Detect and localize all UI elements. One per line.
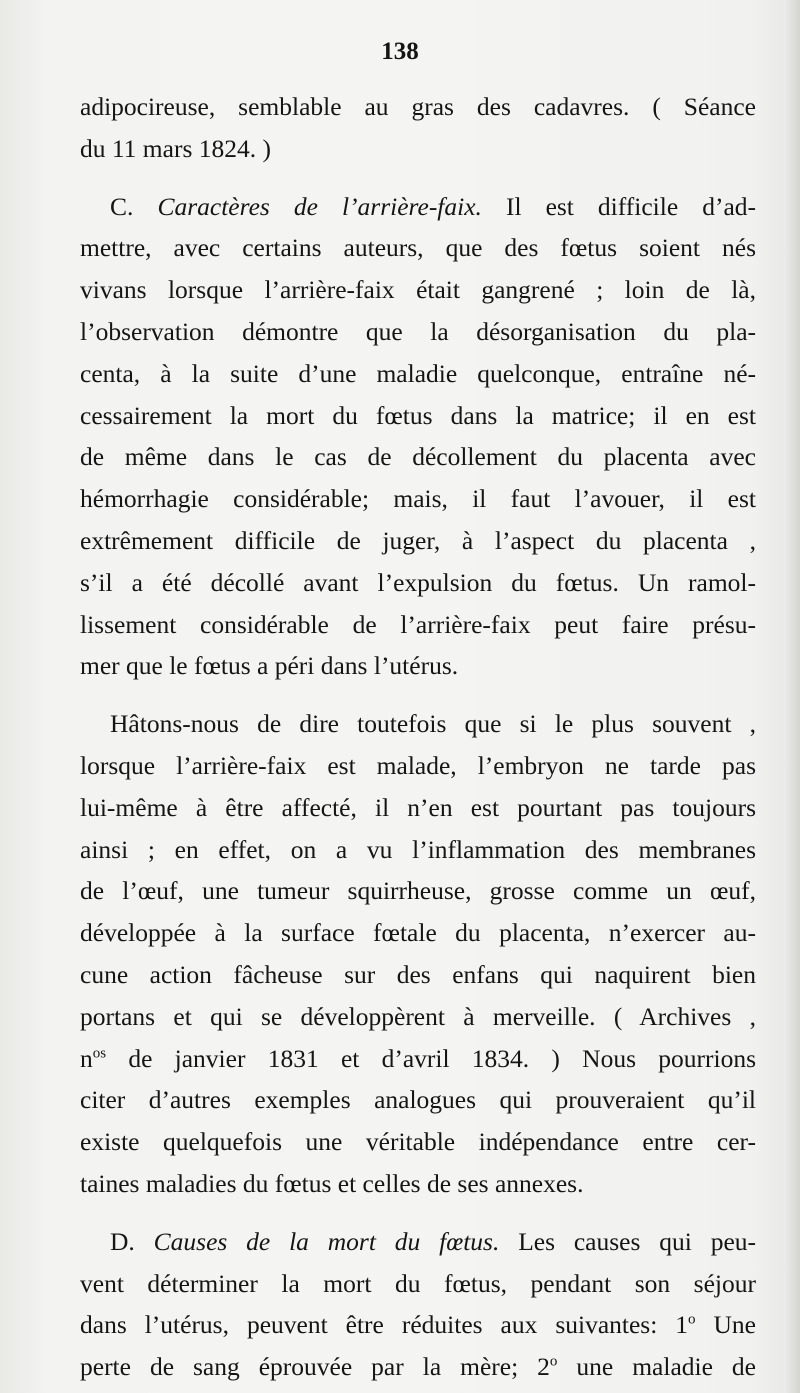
- paragraph-hatons: [80, 703, 756, 1205]
- text-line: adipocireuse, semblable au gras des cadavres. ( Séance: [80, 92, 756, 121]
- text-fragment: une maladie de: [557, 1352, 756, 1382]
- ordinal-sup: o: [688, 1311, 696, 1328]
- page-body: [80, 86, 756, 1388]
- text-line: de même dans le cas de décollement du placenta avec: [80, 442, 756, 472]
- page-number: 138: [381, 38, 419, 65]
- text-line: lorsque l’arrière-faix est malade, l’embryon ne tarde pas: [80, 750, 756, 780]
- text-line: citer d’autres exemples analogues qui prouveraient qu’il: [80, 1085, 756, 1115]
- abbrev-sup: os: [92, 1045, 107, 1062]
- text-line: portans et qui se développèrent à merveille. ( Archives ,: [80, 1001, 756, 1031]
- text-line: Il est difficile d’ad-: [481, 191, 757, 221]
- text-line: cune action fâcheuse sur des enfans qui naquirent bien: [80, 959, 756, 989]
- text-line-enum-a: [80, 1304, 756, 1346]
- text-line: s’il a été décollé avant l’expulsion du fœtus. Un ramol-: [80, 567, 756, 597]
- text-line: cessairement la mort du fœtus dans la matrice; il en est: [80, 400, 756, 430]
- section-d-label: D.: [110, 1226, 135, 1256]
- text-line: extrêmement difficile de juger, à l’aspect du placenta ,: [80, 525, 756, 555]
- abbrev-n: n: [80, 1043, 93, 1073]
- text-line: lissement considérable de l’arrière-faix peut faire présu-: [80, 609, 756, 639]
- text-line: existe quelquefois une véritable indépendance entre cer-: [80, 1127, 756, 1157]
- section-d-heading: Causes de la mort du fœtus.: [153, 1226, 500, 1256]
- text-line: lui-même à être affecté, il n’en est pourtant pas toujours: [80, 792, 756, 822]
- text-line: centa, à la suite d’une maladie quelconque, entraîne né-: [80, 358, 756, 388]
- text-line: Hâtons-nous de dire toutefois que si le plus souvent ,: [110, 709, 756, 739]
- text-line: mettre, avec certains auteurs, que des fœtus soient nés: [80, 233, 756, 263]
- text-line: du 11 mars 1824. ): [80, 133, 271, 163]
- text-line: taines maladies du fœtus et celles de ses annexes.: [80, 1168, 584, 1198]
- text-line: de l’œuf, une tumeur squirrheuse, grosse comme un œuf,: [80, 876, 756, 906]
- section-c-first-line: [80, 186, 756, 228]
- ordinal-sup: o: [549, 1353, 558, 1370]
- text-line: mer que le fœtus a péri dans l’utérus.: [80, 651, 459, 681]
- text-fragment: Les causes qui peu-: [499, 1226, 757, 1256]
- text-line: ainsi ; en effet, on a vu l’inflammation des membranes: [80, 834, 756, 864]
- text-fragment: perte de sang éprouvée par la mère; 2: [80, 1352, 550, 1382]
- page-edge-shadow: [786, 0, 800, 1393]
- text-line: hémorrhagie considérable; mais, il faut l’avouer, il est: [80, 484, 756, 514]
- text-fragment: de janvier 1831 et d’avril 1834. ) Nous pourrions: [106, 1043, 756, 1073]
- section-d-paragraph: [80, 1221, 756, 1388]
- text-line: l’observation démontre que la désorganisation du pla-: [80, 316, 756, 346]
- text-fragment: Une: [695, 1310, 756, 1340]
- section-c-paragraph: [80, 186, 756, 688]
- paragraph-continuation: [80, 86, 756, 170]
- text-line: développée à la surface fœtale du placenta, n’exercer au-: [80, 918, 756, 948]
- text-fragment: dans l’utérus, peuvent être réduites aux suivantes: 1: [80, 1310, 689, 1340]
- text-line-enum-b: [80, 1346, 756, 1388]
- text-line: vivans lorsque l’arrière-faix était gangrené ; loin de là,: [80, 275, 756, 305]
- text-line-numbers: [80, 1038, 756, 1080]
- text-line: vent déterminer la mort du fœtus, pendant son séjour: [80, 1268, 756, 1298]
- section-c-label: C.: [110, 191, 134, 221]
- section-d-first-line: [80, 1221, 756, 1263]
- section-c-heading: Caractères de l’arrière-faix.: [157, 191, 482, 221]
